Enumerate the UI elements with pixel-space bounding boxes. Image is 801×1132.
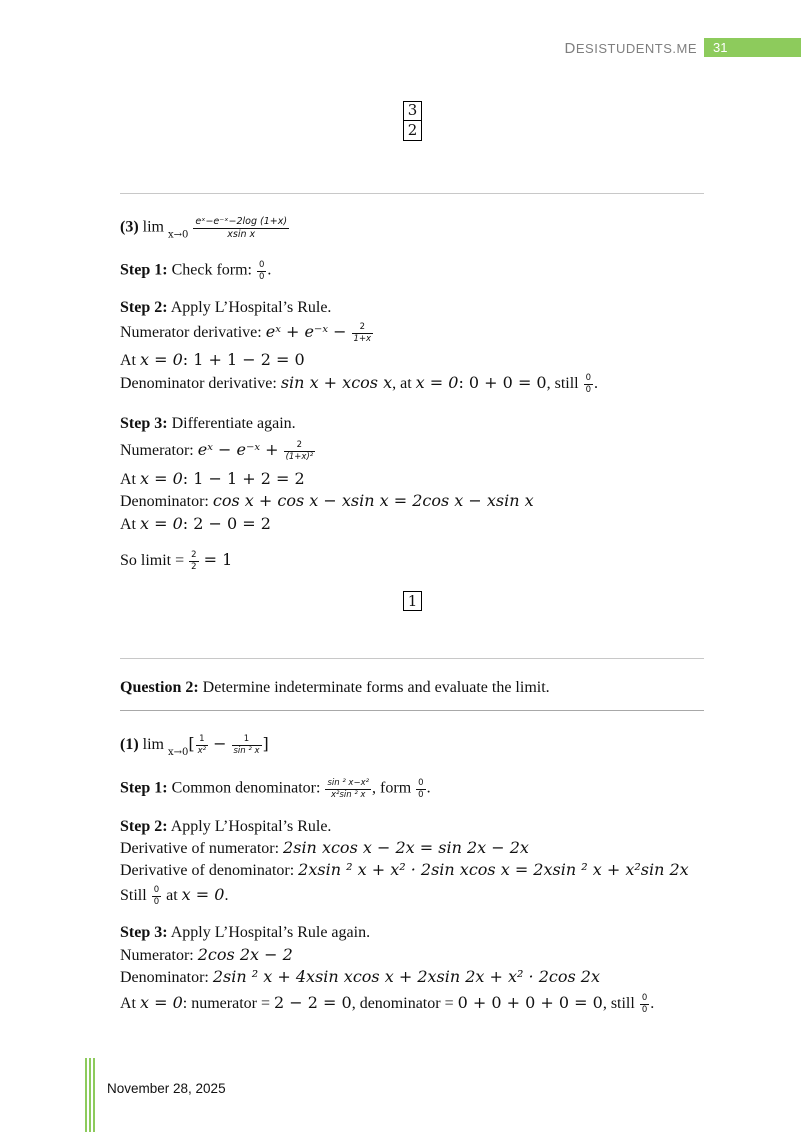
footer-date: November 28, 2025	[107, 1081, 226, 1096]
limit-fraction-denominator: xsin x	[193, 228, 289, 241]
math-expression: : 1 + 1 − 2 = 0	[182, 350, 305, 369]
line-text: , still	[602, 995, 635, 1012]
line-label: Still	[120, 887, 147, 904]
part3-heading	[120, 216, 290, 246]
line-label: Derivative of denominator:	[120, 862, 295, 879]
form-fraction	[257, 260, 266, 282]
math-fraction	[640, 993, 649, 1015]
math-expression: eˣ + e⁻ˣ −	[265, 322, 347, 341]
line-label: Numerator:	[120, 442, 194, 459]
part3-num-deriv	[120, 322, 374, 344]
lim-text: lim	[142, 736, 164, 753]
step-label: Step 2:	[120, 299, 168, 316]
limit-fraction-numerator: eˣ−e⁻ˣ−2log (1+x)	[195, 216, 288, 227]
frac-num: 0	[418, 778, 424, 788]
math-expression: : 0 + 0 = 0	[458, 373, 547, 392]
part3-step1: Step 1: Check form: $\frac{0}{0}$ .	[120, 260, 272, 282]
math-fraction	[352, 322, 374, 344]
lim-subscript: x→0	[168, 229, 189, 241]
math-expression: 2xsin ² x + x² · 2sin xcos x = 2xsin ² x + x²sin 2x	[298, 860, 689, 879]
frac-num: 2	[296, 440, 303, 451]
step-label: Step 2:	[120, 818, 168, 835]
frac-num: 1	[243, 734, 250, 745]
bracket: [	[188, 734, 195, 753]
part1-dnum	[120, 838, 529, 859]
math-expression: eˣ − e⁻ˣ +	[197, 440, 279, 459]
step-text: Apply L’Hospital’s Rule again.	[170, 924, 371, 941]
part1-num3	[120, 945, 293, 966]
page-number: 31	[704, 38, 801, 57]
math-expression: sin x + xcos x	[280, 373, 393, 392]
math-fraction	[189, 550, 198, 572]
math-fraction	[416, 778, 425, 800]
step-label: Step 3:	[120, 924, 168, 941]
frac-num: sin ² x−x²	[327, 778, 370, 788]
frac-den: 0	[585, 384, 592, 395]
line-label: Denominator:	[120, 969, 209, 986]
step-text: Differentiate again.	[171, 415, 296, 432]
step-text: Apply L’Hospital’s Rule.	[170, 299, 332, 316]
math-expression: = 1	[203, 550, 233, 569]
line-label: Denominator derivative:	[120, 375, 277, 392]
boxed-denominator: 2	[404, 120, 421, 138]
site-name-rest: ESISTUDENTS.ME	[575, 41, 697, 56]
frac-den: 1+x	[353, 333, 372, 344]
math-expression: 0 + 0 + 0 + 0 = 0	[457, 993, 603, 1012]
question2-heading	[120, 678, 550, 698]
part3-label: (3)	[120, 218, 139, 236]
part3-den2	[120, 491, 534, 512]
math-expression: x = 0	[140, 993, 183, 1012]
bracket: ]	[262, 734, 269, 753]
line-label: Numerator derivative:	[120, 324, 262, 341]
part3-den-deriv: Denominator derivative: sin x + xcos x, at x = 0: 0 + 0 = 0, still $\frac{0}{0}$ .	[120, 373, 599, 395]
site-name-initial: D	[564, 40, 576, 57]
frac-den: 0	[641, 1004, 648, 1015]
frac-num: 0	[258, 260, 265, 270]
boxed-numerator: 3	[407, 101, 418, 119]
frac-den: 0	[258, 271, 265, 282]
math-expression: 2sin xcos x − 2x = sin 2x − 2x	[283, 838, 529, 857]
math-fraction	[584, 373, 593, 395]
step-text: Check form:	[171, 261, 252, 279]
line-label: So limit =	[120, 552, 185, 569]
math-expression: 2sin ² x + 4xsin xcos x + 2xsin 2x + x² · 2cos 2x	[212, 967, 600, 986]
divider	[120, 710, 704, 711]
frac-num: 0	[153, 885, 160, 896]
site-name	[565, 40, 697, 57]
footer-accent-bars	[85, 1058, 97, 1132]
part1-step2	[120, 817, 331, 837]
math-expression: cos x + cos x − xsin x = 2cos x − xsin x	[212, 491, 534, 510]
math-expression: x = 0	[415, 373, 459, 392]
step-text: Apply L’Hospital’s Rule.	[170, 818, 332, 835]
part1-den3	[120, 967, 600, 988]
part3-at3	[120, 514, 271, 535]
math-expression: x = 0	[140, 469, 183, 488]
math-fraction	[232, 734, 262, 756]
lim-subscript: x→0	[168, 747, 189, 758]
part3-so-limit	[120, 550, 232, 572]
step-label: Step 1:	[120, 779, 168, 797]
line-label: At	[120, 995, 136, 1012]
part3-at2	[120, 469, 305, 490]
math-expression: 2cos 2x − 2	[197, 945, 293, 964]
part3-num2	[120, 440, 316, 462]
question-label: Question 2:	[120, 679, 199, 696]
line-label: Derivative of numerator:	[120, 840, 280, 857]
math-fraction	[196, 734, 208, 756]
part1-step1: Step 1: Common denominator: $\frac{\text{sin ² x−x²}}{\text{x²sin ² x}}$ , form $\frac{0}{0}$ .	[120, 778, 431, 800]
boxed-answer-previous	[403, 101, 422, 141]
part1-heading	[120, 734, 269, 763]
math-expression: x = 0	[140, 514, 183, 533]
operator: −	[213, 734, 227, 753]
divider	[120, 658, 704, 659]
math-fraction	[284, 440, 316, 462]
frac-num: 0	[585, 373, 592, 384]
line-label: At	[120, 352, 136, 369]
line-text: , denominator =	[351, 995, 454, 1012]
question-text: Determine indeterminate forms and evaluate the limit.	[202, 679, 550, 696]
part1-step3	[120, 923, 370, 943]
math-fraction	[325, 778, 371, 800]
math-expression: x = 0	[181, 885, 225, 904]
part3-step2	[120, 298, 331, 318]
line-text: , still	[546, 375, 579, 392]
part1-at: At x = 0: numerator = 2 − 2 = 0, denominator = 0 + 0 + 0 + 0 = 0, still $\frac{0}{0}$ .	[120, 993, 655, 1015]
part3-at1	[120, 350, 305, 371]
math-expression: : 1 − 1 + 2 = 2	[182, 469, 305, 488]
line-text: : numerator =	[182, 995, 270, 1012]
frac-den: 2	[191, 561, 197, 572]
frac-den: (1+x)²	[285, 451, 314, 462]
boxed-answer-part3: 1	[403, 591, 422, 611]
frac-num: 2	[191, 550, 197, 561]
part1-label: (1)	[120, 736, 139, 753]
frac-num: 1	[199, 734, 205, 745]
line-label: Numerator:	[120, 947, 194, 964]
line-label: At	[120, 471, 136, 488]
frac-den: x²sin ² x	[325, 789, 371, 801]
limit-fraction	[193, 216, 289, 240]
part1-still: Still $\frac{0}{0}$ at x = 0.	[120, 885, 229, 907]
part1-dden	[120, 860, 689, 881]
math-expression: : 2 − 0 = 2	[182, 514, 271, 533]
line-label: Denominator:	[120, 493, 209, 510]
math-fraction	[152, 885, 161, 907]
line-label: At	[120, 516, 136, 533]
math-expression: 2 − 2 = 0	[274, 993, 352, 1012]
frac-num: 2	[359, 322, 366, 333]
frac-den: 0	[153, 896, 160, 907]
line-text: , form	[372, 779, 412, 797]
line-text: , at	[392, 375, 412, 392]
frac-den: x²	[197, 745, 207, 756]
frac-den: 0	[418, 789, 424, 800]
step-label: Step 3:	[120, 415, 168, 432]
part3-step3	[120, 414, 296, 434]
step-text: Common denominator:	[171, 779, 321, 797]
lim-text: lim	[142, 218, 164, 236]
frac-num: 0	[641, 993, 648, 1004]
line-text: at	[166, 887, 178, 904]
step-label: Step 1:	[120, 261, 168, 279]
frac-den: sin ² x	[233, 745, 260, 756]
divider	[120, 193, 704, 194]
math-expression: x = 0	[140, 350, 183, 369]
